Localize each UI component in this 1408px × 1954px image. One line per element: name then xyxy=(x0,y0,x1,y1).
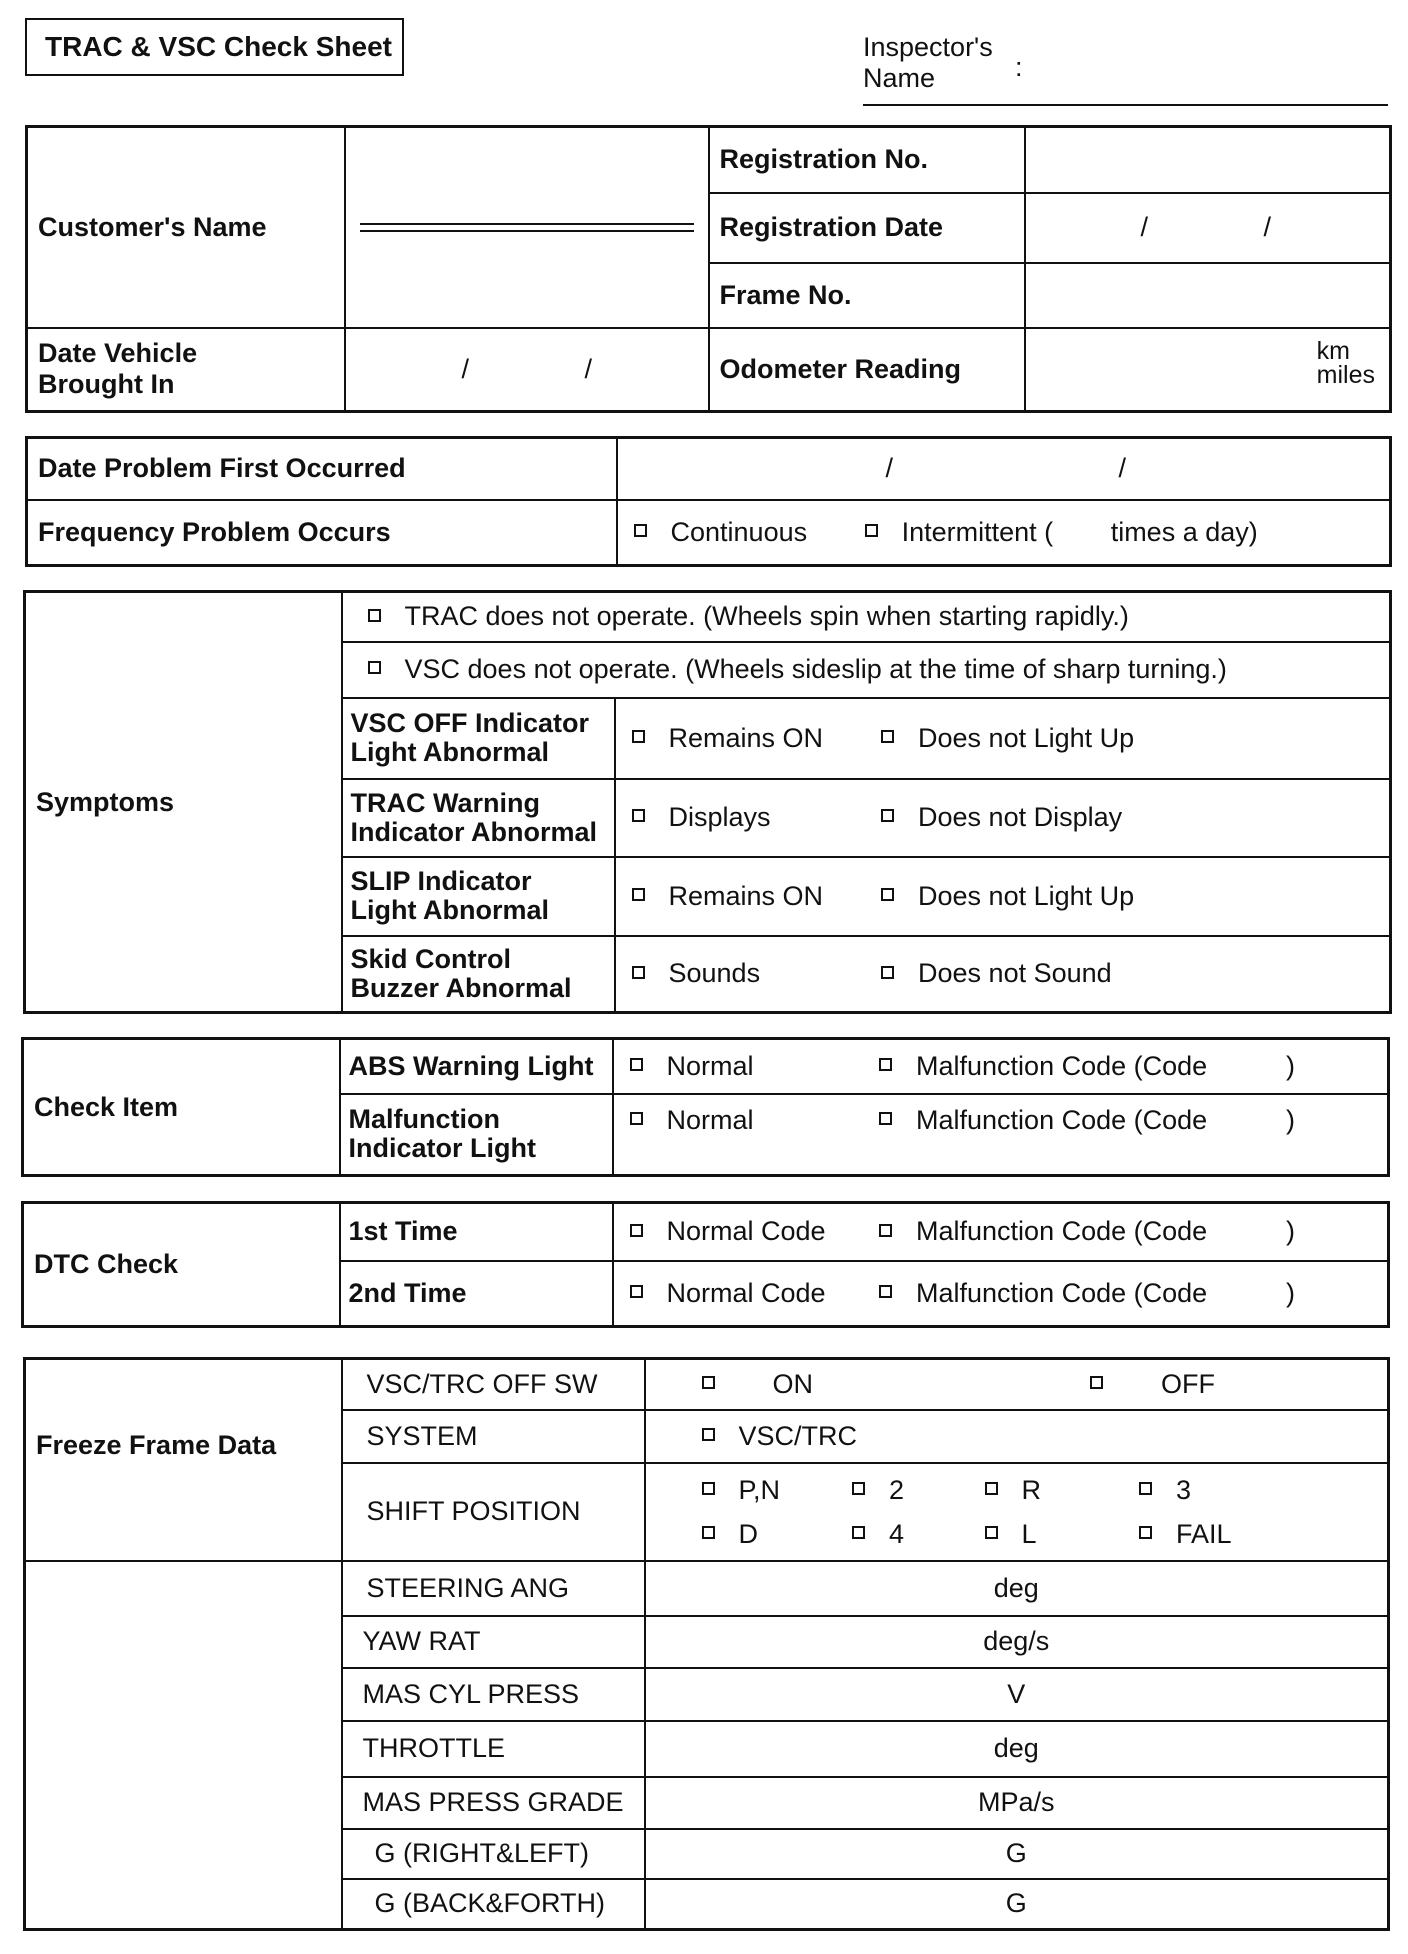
checkbox[interactable] xyxy=(1139,1526,1152,1539)
shift-option: D xyxy=(738,1518,758,1549)
checkbox[interactable] xyxy=(881,730,894,743)
inspector-colon: : xyxy=(1015,52,1023,82)
symptoms-label: Symptoms xyxy=(25,592,342,1013)
slip-indicator-options xyxy=(615,857,1391,936)
date-slash: / xyxy=(885,453,894,484)
date-brought-in-label xyxy=(27,328,345,412)
close-paren: ) xyxy=(1286,1277,1296,1308)
checkbox[interactable] xyxy=(632,966,645,979)
trac-not-operate-row xyxy=(342,592,1391,642)
vsc-off-indicator-label xyxy=(342,698,615,779)
freeze-unit-label: MAS PRESS GRADE xyxy=(342,1777,645,1829)
shift-position-options xyxy=(645,1463,1389,1561)
shift-option: 3 xyxy=(1176,1474,1192,1505)
checkbox[interactable] xyxy=(632,809,645,822)
remains-on-option: Remains ON xyxy=(668,880,824,911)
dtc-check-table xyxy=(21,1201,1390,1328)
on-option: ON xyxy=(772,1368,813,1399)
frequency-field xyxy=(617,500,1391,566)
checkbox[interactable] xyxy=(879,1112,892,1125)
malfunction-indicator-light-options xyxy=(613,1094,1389,1176)
checkbox[interactable] xyxy=(1139,1482,1152,1495)
freeze-unit-label: G (BACK&FORTH) xyxy=(342,1879,645,1930)
checkbox[interactable] xyxy=(1090,1376,1103,1389)
registration-no-label: Registration No. xyxy=(709,127,1025,193)
date-brought-in-line1: Date Vehicle xyxy=(38,338,198,369)
off-option: OFF xyxy=(1161,1368,1216,1399)
symptom-label-line2: Light Abnormal xyxy=(350,737,549,767)
vsc-not-operate-row xyxy=(342,642,1391,698)
normal-option: Normal xyxy=(666,1050,754,1081)
checkbox[interactable] xyxy=(368,609,381,622)
inspector-name-field[interactable] xyxy=(863,32,1388,106)
normal-option: Normal xyxy=(666,1104,754,1135)
checkbox[interactable] xyxy=(632,888,645,901)
checkbox[interactable] xyxy=(368,661,381,674)
abs-warning-light-options xyxy=(613,1039,1389,1094)
freeze-unit-value[interactable]: MPa/s xyxy=(645,1777,1389,1829)
customer-name-double-line xyxy=(360,223,694,232)
checkbox[interactable] xyxy=(702,1526,715,1539)
does-not-light-up-option: Does not Light Up xyxy=(918,722,1135,753)
check-item-table xyxy=(21,1037,1390,1177)
inspector-label-line2: Name xyxy=(863,63,936,93)
symptom-label-line1: Skid Control xyxy=(350,943,511,974)
malfunction-code-option: Malfunction Code (Code xyxy=(916,1277,1208,1308)
checkbox[interactable] xyxy=(881,809,894,822)
shift-option: FAIL xyxy=(1176,1518,1232,1549)
checkbox[interactable] xyxy=(881,966,894,979)
freeze-unit-label: STEERING ANG xyxy=(342,1561,645,1616)
shift-position-label: SHIFT POSITION xyxy=(342,1463,645,1561)
odometer-label: Odometer Reading xyxy=(709,328,1025,412)
vsc-trc-off-sw-options xyxy=(645,1359,1389,1410)
freeze-frame-label-continued xyxy=(25,1561,342,1930)
abs-warning-light-label: ABS Warning Light xyxy=(340,1039,613,1094)
symptom-label-line2: Light Abnormal xyxy=(350,895,549,925)
skid-control-buzzer-label xyxy=(342,936,615,1013)
checkbox[interactable] xyxy=(881,888,894,901)
customer-name-field[interactable] xyxy=(345,127,709,328)
customer-name-label: Customer's Name xyxy=(27,127,345,328)
vsc-trc-option: VSC/TRC xyxy=(738,1420,858,1451)
date-slash: / xyxy=(584,353,593,384)
check-item-label: Check Item xyxy=(23,1039,340,1176)
sheet-title: TRAC & VSC Check Sheet xyxy=(25,18,404,76)
malfunction-indicator-light-label xyxy=(340,1094,613,1176)
check-item-label-line1: Malfunction xyxy=(348,1104,500,1135)
odometer-field[interactable] xyxy=(1025,328,1391,412)
malfunction-code-option: Malfunction Code (Code xyxy=(916,1050,1208,1081)
vsc-trc-off-sw-label: VSC/TRC OFF SW xyxy=(342,1359,645,1410)
malfunction-code-option: Malfunction Code (Code xyxy=(916,1104,1208,1135)
checkbox[interactable] xyxy=(852,1482,865,1495)
dtc-second-time-options xyxy=(613,1261,1389,1327)
close-paren: ) xyxy=(1286,1050,1296,1081)
close-paren: ) xyxy=(1286,1216,1296,1247)
problem-table xyxy=(25,436,1392,567)
registration-no-field[interactable] xyxy=(1025,127,1391,193)
symptom-label-line1: VSC OFF Indicator xyxy=(350,708,590,738)
shift-option: R xyxy=(1021,1474,1042,1505)
close-paren: ) xyxy=(1286,1104,1296,1135)
checkbox[interactable] xyxy=(630,1285,643,1298)
intermittent-option: Intermittent ( xyxy=(901,516,1054,547)
checkbox[interactable] xyxy=(634,524,647,537)
normal-code-option: Normal Code xyxy=(666,1216,826,1247)
date-slash: / xyxy=(461,353,470,384)
first-occurred-field[interactable] xyxy=(617,438,1391,500)
system-options xyxy=(645,1410,1389,1463)
checkbox[interactable] xyxy=(630,1112,643,1125)
checkbox[interactable] xyxy=(865,524,878,537)
malfunction-code-option: Malfunction Code (Code xyxy=(916,1216,1208,1247)
checkbox[interactable] xyxy=(879,1285,892,1298)
frame-no-field[interactable] xyxy=(1025,263,1391,328)
freeze-frame-table xyxy=(23,1357,1390,1931)
dtc-check-label: DTC Check xyxy=(23,1203,340,1327)
frequency-label: Frequency Problem Occurs xyxy=(27,500,617,566)
freeze-unit-label: THROTTLE xyxy=(342,1721,645,1777)
trac-not-operate-text: TRAC does not operate. (Wheels spin when starting rapidly.) xyxy=(404,601,1129,632)
freeze-unit-value[interactable]: deg/s xyxy=(645,1616,1389,1668)
system-label: SYSTEM xyxy=(342,1410,645,1463)
continuous-option: Continuous xyxy=(670,516,808,547)
inspector-label-line1: Inspector's xyxy=(863,32,993,62)
remains-on-option: Remains ON xyxy=(668,722,824,753)
date-slash: / xyxy=(1263,212,1272,242)
dtc-first-time-options xyxy=(613,1203,1389,1261)
freeze-unit-label: MAS CYL PRESS xyxy=(342,1668,645,1721)
freeze-unit-value[interactable]: deg xyxy=(645,1721,1389,1777)
unit-km: km xyxy=(1316,336,1350,365)
checkbox[interactable] xyxy=(630,1058,643,1071)
registration-date-field[interactable] xyxy=(1025,193,1391,263)
checkbox[interactable] xyxy=(985,1526,998,1539)
checkbox[interactable] xyxy=(852,1526,865,1539)
symptom-label-line1: SLIP Indicator xyxy=(350,866,532,896)
shift-option: 2 xyxy=(889,1474,905,1505)
first-occurred-label: Date Problem First Occurred xyxy=(27,438,617,500)
checkbox[interactable] xyxy=(879,1224,892,1237)
displays-option: Displays xyxy=(668,802,771,832)
checkbox[interactable] xyxy=(702,1428,715,1441)
freeze-unit-value[interactable]: G xyxy=(645,1879,1389,1930)
freeze-unit-value[interactable]: G xyxy=(645,1829,1389,1879)
date-brought-in-line2: Brought In xyxy=(38,369,175,400)
checkbox[interactable] xyxy=(630,1224,643,1237)
shift-option: 4 xyxy=(889,1518,905,1549)
trac-warning-indicator-options xyxy=(615,779,1391,857)
freeze-frame-label: Freeze Frame Data xyxy=(25,1359,342,1561)
symptom-label-line1: TRAC Warning xyxy=(350,787,540,818)
does-not-sound-option: Does not Sound xyxy=(918,958,1112,989)
slip-indicator-label xyxy=(342,857,615,936)
sounds-option: Sounds xyxy=(668,958,761,989)
vsc-off-indicator-options xyxy=(615,698,1391,779)
shift-options-row xyxy=(702,1512,1378,1556)
skid-control-buzzer-options xyxy=(615,936,1391,1013)
freeze-unit-label: G (RIGHT&LEFT) xyxy=(342,1829,645,1879)
normal-code-option: Normal Code xyxy=(666,1277,826,1308)
trac-warning-indicator-label xyxy=(342,779,615,857)
symptom-label-line2: Buzzer Abnormal xyxy=(350,972,572,1003)
checkbox[interactable] xyxy=(879,1058,892,1071)
dtc-second-time-label: 2nd Time xyxy=(340,1261,613,1327)
checkbox[interactable] xyxy=(985,1482,998,1495)
symptoms-table xyxy=(23,590,1392,1014)
does-not-light-up-option: Does not Light Up xyxy=(918,880,1135,911)
dtc-first-time-label: 1st Time xyxy=(340,1203,613,1261)
checkbox[interactable] xyxy=(632,730,645,743)
symptom-label-line2: Indicator Abnormal xyxy=(350,816,598,847)
checkbox[interactable] xyxy=(702,1482,715,1495)
date-brought-in-field[interactable] xyxy=(345,328,709,412)
vsc-not-operate-text: VSC does not operate. (Wheels sideslip at the time of sharp turning.) xyxy=(404,654,1227,684)
freeze-unit-value[interactable]: V xyxy=(645,1668,1389,1721)
shift-options-row xyxy=(702,1468,1378,1512)
odometer-units xyxy=(1316,336,1375,389)
registration-date-label: Registration Date xyxy=(709,193,1025,263)
freeze-unit-label: YAW RAT xyxy=(342,1616,645,1668)
does-not-display-option: Does not Display xyxy=(918,802,1123,832)
date-slash: / xyxy=(1140,212,1149,242)
date-slash: / xyxy=(1118,453,1127,484)
times-a-day-label: times a day) xyxy=(1110,516,1258,547)
check-item-label-line2: Indicator Light xyxy=(348,1133,536,1164)
shift-option: L xyxy=(1021,1518,1037,1549)
checkbox[interactable] xyxy=(702,1376,715,1389)
vehicle-info-table xyxy=(25,125,1392,413)
unit-miles: miles xyxy=(1316,360,1375,389)
freeze-unit-value[interactable]: deg xyxy=(645,1561,1389,1616)
shift-option: P,N xyxy=(738,1474,781,1505)
frame-no-label: Frame No. xyxy=(709,263,1025,328)
